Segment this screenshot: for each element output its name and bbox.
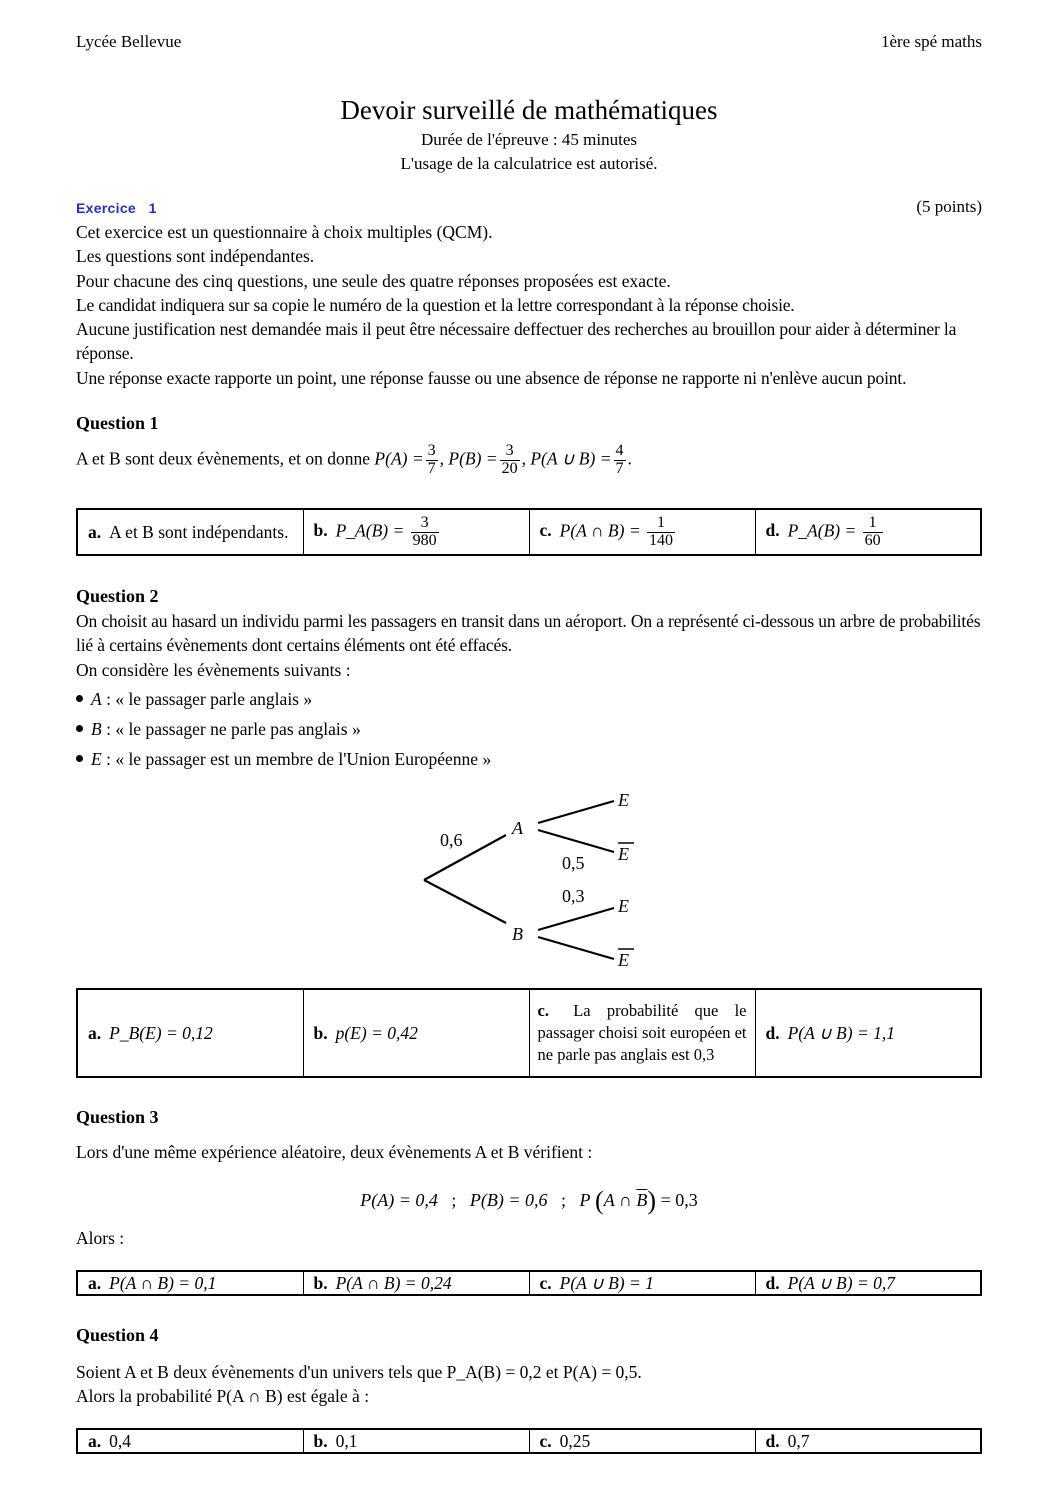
answer-a[interactable]: a. P_B(E) = 0,12: [77, 989, 303, 1077]
answer-d[interactable]: d. P_A(B) = $\frac{1}{60}$: [755, 509, 981, 555]
answer-b[interactable]: b. P(A ∩ B) = 0,24: [303, 1271, 529, 1295]
q2-intro-text: On considère les évènements suivants :: [76, 659, 351, 680]
node-B: B: [512, 924, 523, 944]
q1-pre: A et B sont deux évènements, et on donne: [76, 448, 371, 469]
question-3-then: Alors :: [76, 1228, 125, 1248]
q2-intro-text: On choisit au hasard un individu parmi les passagers en transit dans un aéroport. On a représenté ci-dessous un arbre de probabilités lié à certains évènements dont certains éléments ont été effacés.: [76, 611, 981, 656]
fraction: $\frac{3}{20}$: [501, 442, 518, 477]
answer-c[interactable]: c. 0,25: [529, 1429, 755, 1453]
answer-b[interactable]: b. p(E) = 0,42: [303, 989, 529, 1077]
answer-b[interactable]: b. 0,1: [303, 1429, 529, 1453]
page-title: Devoir surveillé de mathématiques: [340, 95, 718, 125]
intro-line: Une réponse exacte rapporte un point, une réponse fausse ou une absence de réponse ne rapporte ni n'enlève aucun point.: [76, 367, 907, 388]
question-4-line1: Soient A et B deux évènements d'un univers tels que P_A(B) = 0,2 et P(A) = 0,5.: [76, 1362, 642, 1382]
intro-line: Aucune justification nest demandée mais il peut être nécessaire deffectuer des recherches au brouillon pour aider à déterminer la réponse.: [76, 319, 957, 364]
node-A-E: E: [618, 790, 629, 810]
answer-a[interactable]: a. 0,4: [77, 1429, 303, 1453]
bullet-icon: [76, 695, 83, 702]
event-item: A : « le passager parle anglais »: [76, 689, 312, 710]
exercise-intro: [76, 220, 982, 390]
class-name: 1ère spé maths: [880, 32, 982, 51]
question-2-intro: [76, 609, 982, 682]
probability-tree: [410, 780, 650, 980]
answer-c[interactable]: c. La probabilité que le passager choisi soit européen et ne parle pas anglais est 0,3: [529, 989, 755, 1077]
question-4-title: Question 4: [76, 1325, 159, 1345]
question-4-line2: Alors la probabilité P(A ∩ B) est égale à :: [76, 1386, 370, 1406]
prob-B-E: 0,3: [562, 886, 585, 906]
event-item: B : « le passager ne parle pas anglais »: [76, 719, 361, 740]
question-3-given: P(A) = 0,4 ; P(B) = 0,6 ; P (A ∩ $\overline{B}) = 0,3$: [360, 1186, 698, 1215]
intro-line: Pour chacune des cinq questions, une seule des quatre réponses proposées est exacte.: [76, 270, 671, 291]
answer-b[interactable]: b. P_A(B) = $\frac{3}{980}$: [303, 509, 529, 555]
intro-line: Les questions sont indépendantes.: [76, 246, 315, 267]
node-B-notE: E: [618, 950, 629, 970]
node-A: A: [512, 818, 523, 838]
answer-a[interactable]: a. A et B sont indépendants.: [77, 509, 303, 555]
question-2-title: Question 2: [76, 586, 159, 606]
prob-root-A: 0,6: [440, 830, 463, 850]
bullet-icon: [76, 755, 83, 762]
question-1-title: Question 1: [76, 413, 159, 433]
answer-d[interactable]: d. P(A ∪ B) = 1,1: [755, 989, 981, 1077]
answer-a[interactable]: a. P(A ∩ B) = 0,1: [77, 1271, 303, 1295]
bullet-icon: [76, 725, 83, 732]
intro-line: Cet exercice est un questionnaire à choix multiples (QCM).: [76, 222, 493, 242]
question-3-intro: Lors d'une même expérience aléatoire, deux évènements A et B vérifient :: [76, 1142, 593, 1162]
school-name: Lycée Bellevue: [76, 32, 182, 51]
fraction: $\frac{4}{7}$: [615, 442, 624, 477]
answer-d[interactable]: d. 0,7: [755, 1429, 981, 1453]
q1-pa: P(A) =: [374, 448, 424, 469]
q1-pb: P(B) =: [448, 448, 498, 469]
node-B-E: E: [618, 896, 629, 916]
answer-c[interactable]: c. P(A ∪ B) = 1: [529, 1271, 755, 1295]
answer-d[interactable]: d. P(A ∪ B) = 0,7: [755, 1271, 981, 1295]
question-3-answers: [76, 1270, 982, 1296]
node-A-notE: E: [618, 844, 629, 864]
question-2-answers: [76, 988, 982, 1078]
prob-A-notE: 0,5: [562, 853, 585, 873]
fraction: $\frac{3}{7}$: [427, 442, 436, 477]
question-1-answers: [76, 508, 982, 556]
question-1-statement: A et B sont deux évènements, et on donne P(A) = $\frac{3}{7}$ , P(B) = $\frac{3}{20}$ , P(A ∪ B) = $\frac{4}{7}$ .: [76, 442, 632, 477]
calculator-note: L'usage de la calculatrice est autorisé.: [400, 154, 658, 173]
question-4-answers: [76, 1428, 982, 1454]
event-item: E : « le passager est un membre de l'Union Européenne »: [76, 749, 491, 770]
answer-c[interactable]: c. P(A ∩ B) = $\frac{1}{140}$: [529, 509, 755, 555]
q1-pu: P(A ∪ B) =: [530, 448, 612, 469]
question-3-title: Question 3: [76, 1107, 159, 1127]
duration: Durée de l'épreuve : 45 minutes: [421, 130, 637, 149]
exercise-label: Exercice 1: [76, 200, 157, 216]
intro-line: Le candidat indiquera sur sa copie le numéro de la question et la lettre correspondant à la réponse choisie.: [76, 294, 795, 315]
exercise-points: (5 points): [916, 197, 982, 216]
